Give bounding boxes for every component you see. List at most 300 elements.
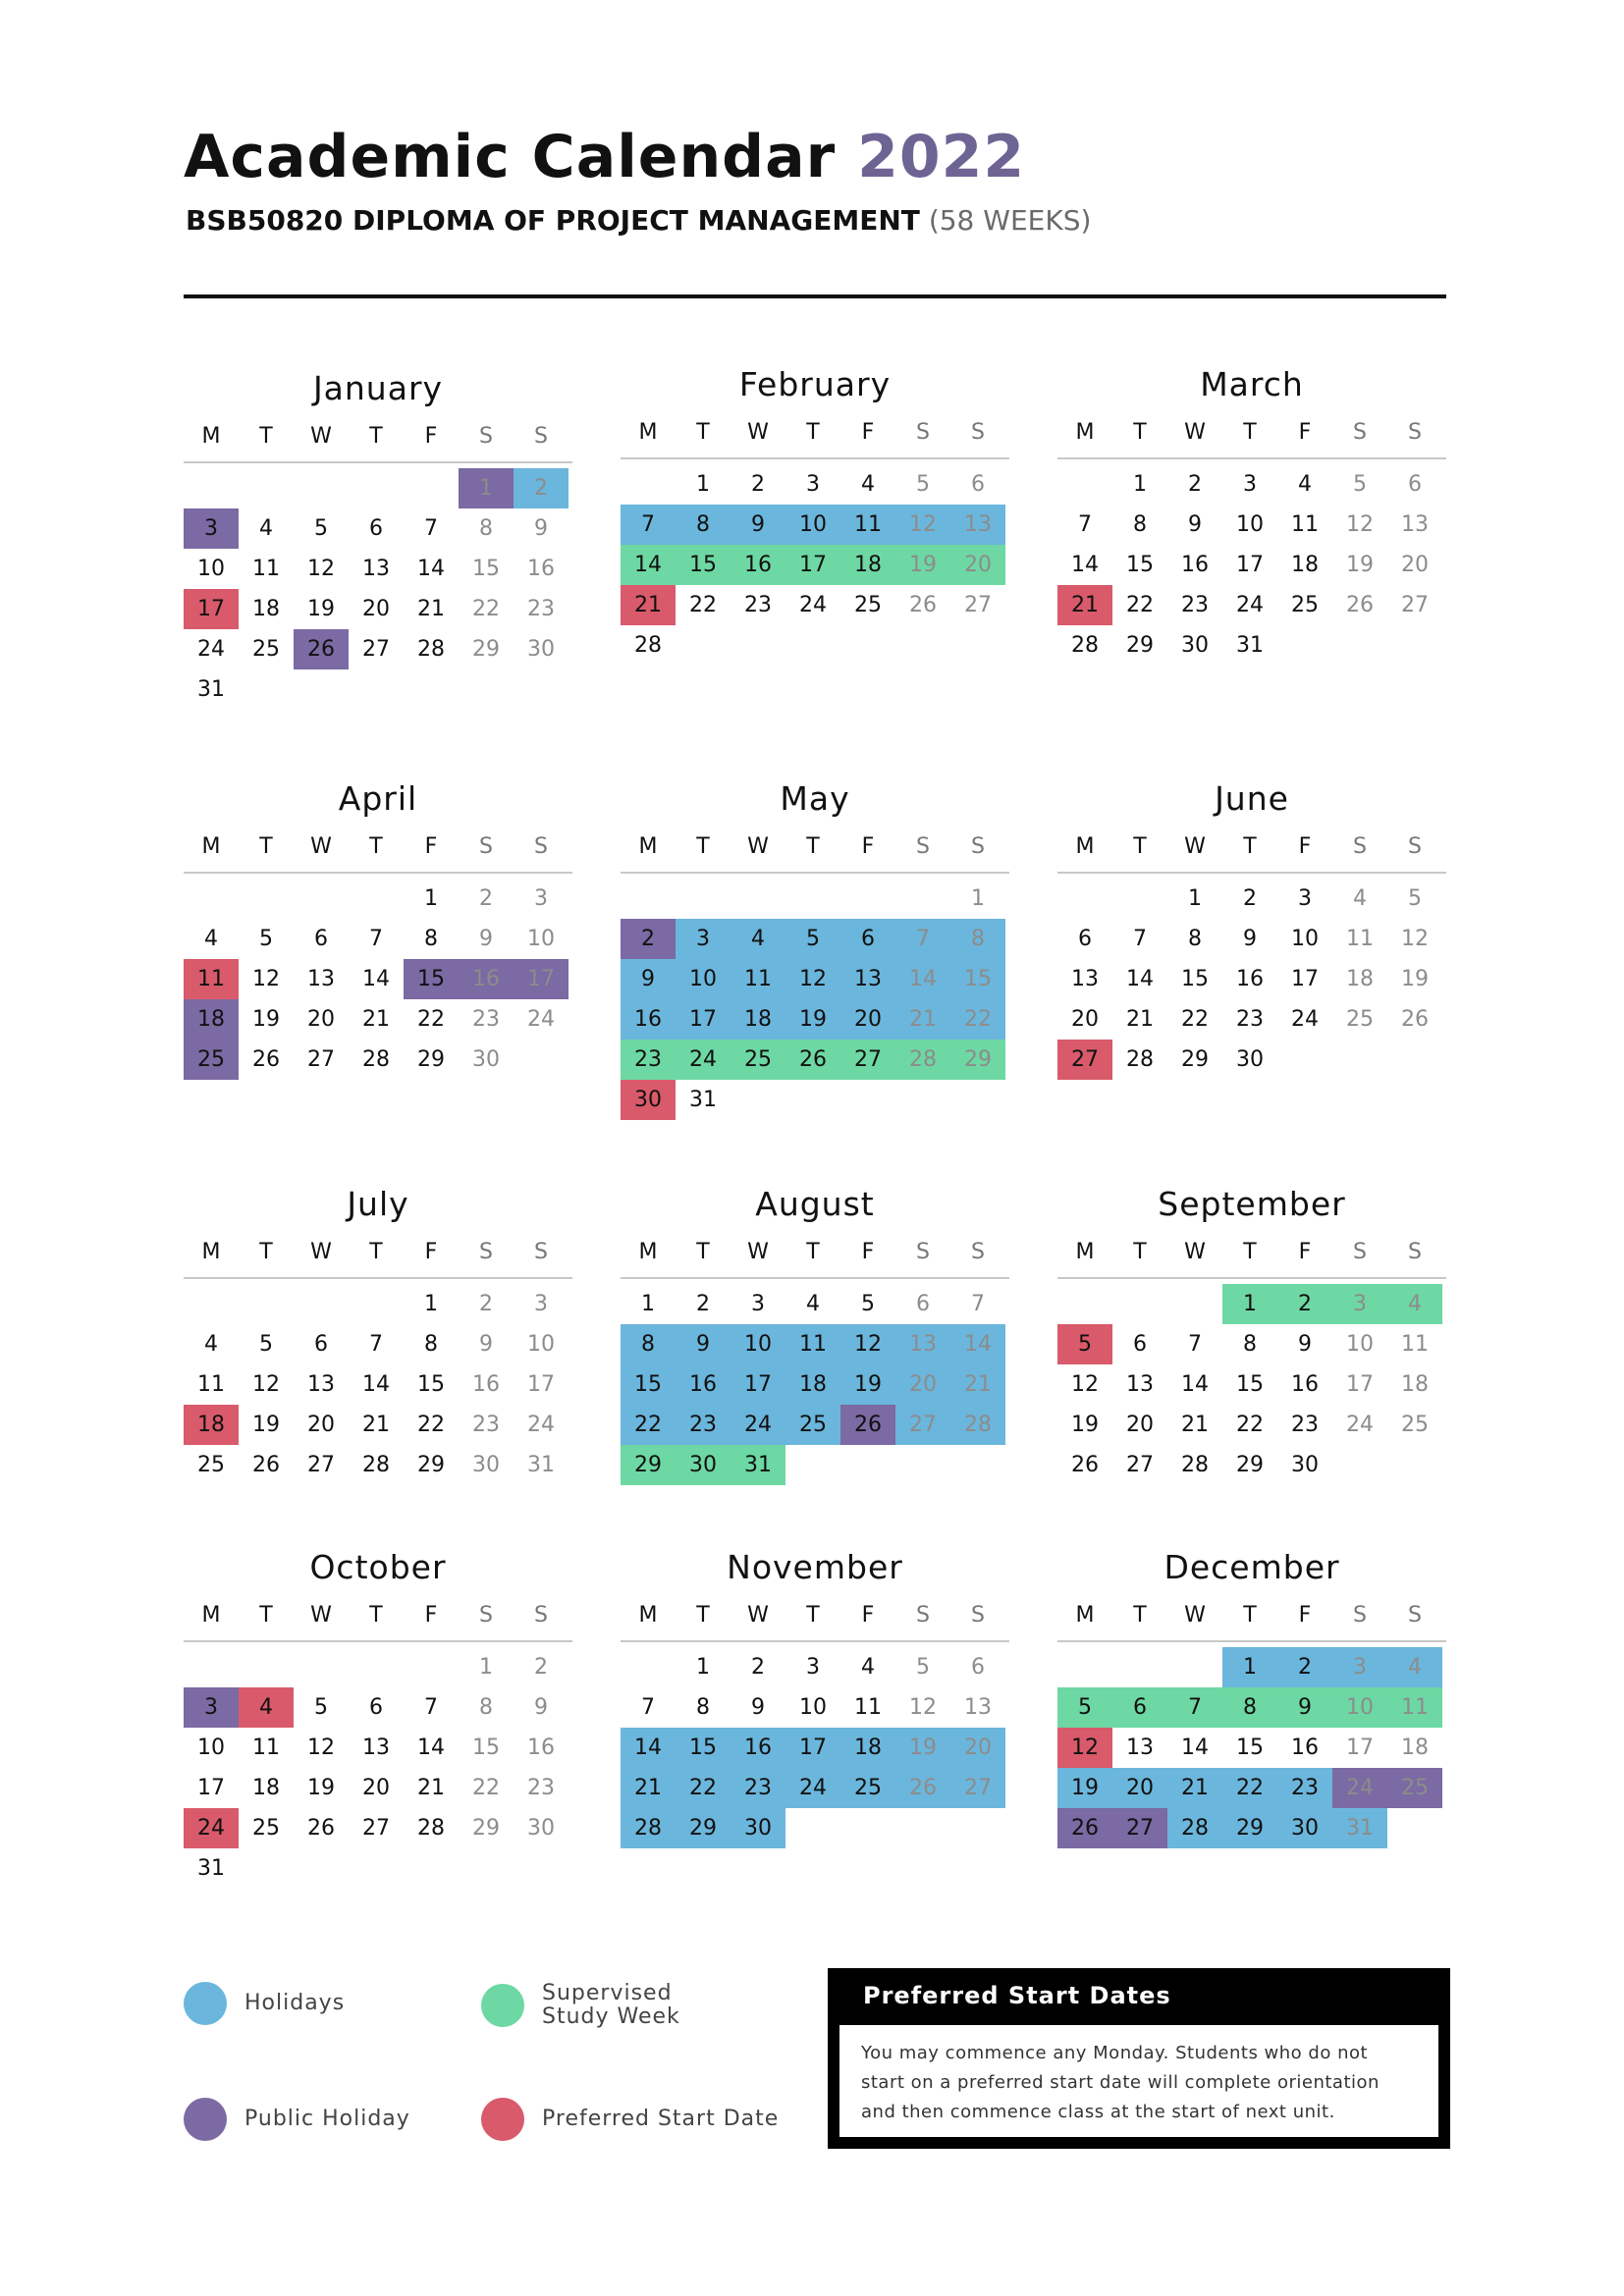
month-november (621, 1544, 1009, 1848)
day-cell: 5 (259, 1332, 273, 1357)
day-cell: 4 (731, 919, 785, 959)
holiday-swatch (184, 1982, 227, 2025)
day-cell: 28 (362, 1047, 390, 1072)
day-cell: 25 (1346, 1007, 1374, 1032)
day-cell: 24 (527, 1413, 555, 1437)
day-cell: 7 (369, 927, 383, 951)
day-cell: 29 (950, 1040, 1005, 1080)
day-cell: 28 (362, 1453, 390, 1477)
day-cell: 15 (472, 557, 500, 581)
day-cell: 5 (785, 919, 840, 959)
day-cell: 20 (950, 545, 1005, 585)
weekday-label: T (696, 834, 710, 859)
weekday-label: F (1298, 420, 1312, 445)
day-cell: 14 (1126, 967, 1154, 991)
weekday-label: F (861, 1240, 875, 1264)
empty-cell (404, 468, 459, 508)
day-cell: 25 (854, 593, 882, 617)
day-cell: 12 (895, 505, 950, 545)
day-cell: 17 (514, 959, 568, 999)
day-cell: 5 (1057, 1687, 1112, 1728)
day-cell: 4 (806, 1292, 820, 1316)
day-cell: 18 (1291, 553, 1319, 577)
day-cell: 4 (861, 472, 875, 497)
weekday-label: T (259, 1240, 273, 1264)
day-cell: 15 (1236, 1372, 1264, 1397)
weekday-label: S (971, 1240, 985, 1264)
day-cell: 1 (424, 886, 438, 911)
day-cell: 26 (909, 593, 937, 617)
day-cell: 2 (751, 1655, 765, 1680)
day-cell: 15 (472, 1735, 500, 1760)
day-cell: 1 (696, 1655, 710, 1680)
day-cell: 22 (1222, 1768, 1277, 1808)
day-cell: 16 (731, 545, 785, 585)
day-cell: 25 (840, 1768, 895, 1808)
day-cell: 26 (252, 1453, 280, 1477)
weekday-label: M (638, 420, 658, 445)
day-cell: 19 (252, 1007, 280, 1032)
month-name: April (338, 779, 418, 818)
day-cell: 22 (472, 1776, 500, 1800)
day-cell: 30 (472, 1047, 500, 1072)
weekday-label: S (1353, 1240, 1367, 1264)
day-cell: 3 (1332, 1647, 1387, 1687)
day-cell: 15 (404, 959, 459, 999)
day-cell: 30 (1236, 1047, 1264, 1072)
day-cell: 17 (527, 1372, 555, 1397)
weekday-label: M (1075, 834, 1095, 859)
day-cell: 18 (840, 545, 895, 585)
day-cell: 14 (417, 557, 445, 581)
day-cell: 4 (1387, 1284, 1442, 1324)
day-cell: 24 (1332, 1768, 1387, 1808)
day-cell: 26 (1071, 1453, 1099, 1477)
day-cell: 14 (417, 1735, 445, 1760)
empty-cell (621, 464, 676, 505)
day-cell: 1 (641, 1292, 655, 1316)
day-cell: 6 (916, 1292, 930, 1316)
day-cell: 15 (621, 1364, 676, 1405)
day-cell: 23 (1277, 1768, 1332, 1808)
day-cell: 8 (479, 1695, 493, 1720)
day-cell: 12 (785, 959, 840, 999)
day-cell: 13 (1126, 1735, 1154, 1760)
day-cell: 4 (204, 927, 218, 951)
weekday-header-row (621, 408, 1009, 459)
day-cell: 2 (1243, 886, 1257, 911)
day-cell: 28 (1126, 1047, 1154, 1072)
empty-cell (1057, 879, 1112, 919)
weekday-label: W (747, 420, 769, 445)
empty-cell (349, 1284, 404, 1324)
day-cell: 18 (252, 1776, 280, 1800)
day-cell: 28 (621, 1808, 676, 1848)
weekday-label: T (369, 834, 383, 859)
weekday-label: T (369, 1240, 383, 1264)
weekday-label: M (1075, 1240, 1095, 1264)
legend-line: Supervised (542, 1981, 673, 2005)
weekday-label: W (310, 834, 332, 859)
day-cell: 24 (799, 593, 827, 617)
month-name: July (347, 1185, 409, 1223)
day-cell: 6 (971, 472, 985, 497)
day-cell: 9 (751, 1695, 765, 1720)
weekday-label: F (861, 834, 875, 859)
empty-cell (294, 1284, 349, 1324)
month-name: June (1215, 779, 1289, 818)
day-cell: 24 (1346, 1413, 1374, 1437)
day-cell: 2 (1277, 1284, 1332, 1324)
weekday-label: S (971, 420, 985, 445)
day-cell: 24 (1291, 1007, 1319, 1032)
day-cell: 28 (895, 1040, 950, 1080)
empty-cell (621, 879, 676, 919)
day-cell: 25 (785, 1405, 840, 1445)
month-february (621, 361, 1009, 666)
weekday-label: S (1353, 1603, 1367, 1628)
day-cell: 3 (1243, 472, 1257, 497)
weekday-label: W (1184, 1603, 1206, 1628)
weekday-label: F (861, 1603, 875, 1628)
day-cell: 1 (1188, 886, 1202, 911)
empty-cell (1112, 1284, 1167, 1324)
day-cell: 28 (1167, 1808, 1222, 1848)
day-cell: 21 (417, 1776, 445, 1800)
day-cell: 13 (362, 1735, 390, 1760)
weekday-label: S (534, 834, 548, 859)
day-cell: 14 (1071, 553, 1099, 577)
day-cell: 18 (252, 597, 280, 621)
day-cell: 22 (950, 999, 1005, 1040)
day-cell: 14 (362, 1372, 390, 1397)
day-cell: 11 (1387, 1687, 1442, 1728)
day-cell: 1 (479, 1655, 493, 1680)
weekday-label: S (479, 834, 493, 859)
weekday-header-row (184, 412, 572, 463)
empty-cell (294, 1647, 349, 1687)
day-cell: 11 (785, 1324, 840, 1364)
empty-cell (621, 1647, 676, 1687)
day-cell: 2 (1277, 1647, 1332, 1687)
day-cell: 1 (459, 468, 514, 508)
day-cell: 8 (1243, 1332, 1257, 1357)
day-cell: 8 (479, 516, 493, 541)
day-cell: 15 (417, 1372, 445, 1397)
day-cell: 11 (252, 557, 280, 581)
day-cell: 21 (417, 597, 445, 621)
day-cell: 15 (1126, 553, 1154, 577)
month-august (621, 1181, 1009, 1485)
day-cell: 25 (252, 1816, 280, 1841)
day-cell: 11 (854, 1695, 882, 1720)
day-cell: 20 (840, 999, 895, 1040)
weekday-header-row (184, 1228, 572, 1279)
day-grid (621, 459, 1009, 666)
day-cell: 14 (895, 959, 950, 999)
day-cell: 6 (369, 1695, 383, 1720)
day-cell: 28 (634, 633, 662, 658)
weekday-label: M (201, 424, 221, 449)
day-cell: 3 (751, 1292, 765, 1316)
day-cell: 9 (534, 516, 548, 541)
empty-cell (1112, 879, 1167, 919)
weekday-label: F (424, 834, 438, 859)
empty-cell (731, 879, 785, 919)
day-cell: 9 (479, 1332, 493, 1357)
day-cell: 9 (1277, 1687, 1332, 1728)
day-cell: 17 (1236, 553, 1264, 577)
day-cell: 23 (527, 597, 555, 621)
empty-cell (349, 1647, 404, 1687)
day-cell: 10 (527, 1332, 555, 1357)
empty-cell (239, 879, 294, 919)
day-cell: 15 (676, 1728, 731, 1768)
empty-cell (404, 1647, 459, 1687)
month-name: May (780, 779, 850, 818)
title-year: 2022 (857, 123, 1026, 191)
day-cell: 26 (294, 629, 349, 669)
day-cell: 21 (362, 1007, 390, 1032)
day-cell: 27 (950, 1768, 1005, 1808)
supervised-swatch (481, 1984, 524, 2027)
empty-cell (1057, 464, 1112, 505)
day-cell: 21 (895, 999, 950, 1040)
legend-public-holiday (184, 2098, 410, 2141)
weekday-label: T (259, 424, 273, 449)
day-cell: 20 (1112, 1768, 1167, 1808)
day-cell: 26 (895, 1768, 950, 1808)
day-cell: 25 (197, 1453, 225, 1477)
day-cell: 3 (1298, 886, 1312, 911)
day-cell: 7 (641, 1695, 655, 1720)
day-cell: 13 (950, 505, 1005, 545)
day-cell: 16 (676, 1364, 731, 1405)
weekday-label: S (916, 1603, 930, 1628)
day-cell: 7 (1188, 1332, 1202, 1357)
day-cell: 13 (1126, 1372, 1154, 1397)
day-cell: 19 (307, 597, 335, 621)
day-cell: 8 (1188, 927, 1202, 951)
month-name: August (755, 1185, 875, 1223)
page-title (184, 122, 1025, 192)
weekday-label: W (1184, 1240, 1206, 1264)
day-cell: 27 (1126, 1453, 1154, 1477)
empty-cell (895, 879, 950, 919)
day-cell: 8 (676, 505, 731, 545)
weekday-label: T (1133, 834, 1147, 859)
day-cell: 14 (621, 545, 676, 585)
weekday-label: F (1298, 834, 1312, 859)
day-cell: 8 (621, 1324, 676, 1364)
empty-cell (239, 1647, 294, 1687)
day-cell: 11 (1291, 512, 1319, 537)
day-cell: 6 (971, 1655, 985, 1680)
day-cell: 5 (916, 1655, 930, 1680)
day-cell: 6 (1112, 1687, 1167, 1728)
day-cell: 2 (479, 886, 493, 911)
empty-cell (349, 468, 404, 508)
day-cell: 21 (1167, 1768, 1222, 1808)
day-cell: 24 (197, 637, 225, 662)
day-cell: 13 (840, 959, 895, 999)
day-cell: 3 (1332, 1284, 1387, 1324)
day-cell: 22 (472, 597, 500, 621)
day-cell: 21 (1057, 585, 1112, 625)
day-cell: 18 (840, 1728, 895, 1768)
month-december (1057, 1544, 1446, 1848)
legend-supervised (481, 1982, 680, 2029)
day-cell: 25 (731, 1040, 785, 1080)
day-cell: 5 (1353, 472, 1367, 497)
day-cell: 31 (197, 1856, 225, 1881)
weekday-label: W (310, 1240, 332, 1264)
day-cell: 27 (1112, 1808, 1167, 1848)
day-cell: 25 (252, 637, 280, 662)
public-holiday-swatch (184, 2098, 227, 2141)
day-cell: 6 (314, 1332, 328, 1357)
day-cell: 9 (534, 1695, 548, 1720)
day-cell: 7 (369, 1332, 383, 1357)
weekday-label: F (424, 1240, 438, 1264)
day-cell: 16 (1181, 553, 1209, 577)
day-cell: 26 (252, 1047, 280, 1072)
day-cell: 24 (785, 1768, 840, 1808)
weekday-label: M (638, 1240, 658, 1264)
weekday-label: S (479, 1240, 493, 1264)
day-cell: 23 (527, 1776, 555, 1800)
day-cell: 24 (731, 1405, 785, 1445)
day-cell: 31 (527, 1453, 555, 1477)
day-cell: 11 (252, 1735, 280, 1760)
weekday-label: F (1298, 1603, 1312, 1628)
day-grid (1057, 1279, 1446, 1485)
day-cell: 19 (785, 999, 840, 1040)
day-cell: 12 (1071, 1372, 1099, 1397)
day-cell: 21 (1126, 1007, 1154, 1032)
weekday-label: W (747, 1603, 769, 1628)
day-cell: 8 (696, 1695, 710, 1720)
day-cell: 30 (621, 1080, 676, 1120)
program-name: BSB50820 DIPLOMA OF PROJECT MANAGEMENT (186, 204, 920, 237)
day-cell: 26 (1057, 1808, 1112, 1848)
empty-cell (184, 1647, 239, 1687)
day-cell: 12 (1346, 512, 1374, 537)
month-name: September (1158, 1185, 1346, 1223)
day-cell: 18 (1346, 967, 1374, 991)
day-cell: 29 (1236, 1453, 1264, 1477)
empty-cell (239, 1284, 294, 1324)
day-cell: 4 (861, 1655, 875, 1680)
day-cell: 18 (785, 1364, 840, 1405)
day-cell: 29 (1222, 1808, 1277, 1848)
day-cell: 18 (184, 1405, 239, 1445)
day-cell: 27 (307, 1047, 335, 1072)
weekday-label: T (806, 420, 820, 445)
day-cell: 13 (1071, 967, 1099, 991)
day-cell: 7 (424, 516, 438, 541)
empty-cell (1167, 1647, 1222, 1687)
weekday-label: F (424, 424, 438, 449)
day-cell: 13 (895, 1324, 950, 1364)
day-cell: 16 (621, 999, 676, 1040)
weekday-label: T (806, 834, 820, 859)
day-cell: 6 (314, 927, 328, 951)
day-cell: 17 (1346, 1372, 1374, 1397)
empty-cell (294, 468, 349, 508)
legend-line: Study Week (542, 2004, 680, 2029)
day-cell: 2 (479, 1292, 493, 1316)
day-cell: 21 (621, 1768, 676, 1808)
empty-cell (676, 879, 731, 919)
day-cell: 27 (362, 1816, 390, 1841)
day-cell: 24 (184, 1808, 239, 1848)
weekday-header-row (184, 1591, 572, 1642)
day-grid (621, 874, 1009, 1120)
day-cell: 10 (1332, 1687, 1387, 1728)
day-cell: 23 (676, 1405, 731, 1445)
day-cell: 7 (621, 505, 676, 545)
box-title: Preferred Start Dates (863, 1982, 1171, 2009)
day-grid (184, 1642, 572, 1889)
day-cell: 22 (1181, 1007, 1209, 1032)
day-cell: 8 (1133, 512, 1147, 537)
day-cell: 5 (861, 1292, 875, 1316)
day-cell: 8 (424, 927, 438, 951)
day-cell: 3 (806, 472, 820, 497)
weekday-label: S (1408, 1603, 1422, 1628)
day-cell: 2 (534, 1655, 548, 1680)
day-cell: 31 (1236, 633, 1264, 658)
day-cell: 10 (785, 505, 840, 545)
day-cell: 16 (1291, 1372, 1319, 1397)
day-cell: 3 (184, 508, 239, 549)
weekday-label: S (971, 1603, 985, 1628)
day-cell: 11 (197, 1372, 225, 1397)
day-cell: 18 (1401, 1735, 1429, 1760)
day-cell: 20 (1401, 553, 1429, 577)
weekday-label: T (1243, 834, 1257, 859)
day-cell: 16 (731, 1728, 785, 1768)
weekday-header-row (1057, 823, 1446, 874)
weekday-label: S (916, 420, 930, 445)
weekday-label: T (1243, 420, 1257, 445)
weekday-label: T (806, 1240, 820, 1264)
day-cell: 18 (184, 999, 239, 1040)
box-text: You may commence any Monday. Students who do not start on a preferred start date will complete orientation and then commence class at the start of next unit. (839, 2025, 1438, 2137)
day-cell: 20 (307, 1413, 335, 1437)
weekday-label: S (916, 834, 930, 859)
weekday-label: T (369, 424, 383, 449)
day-cell: 22 (1236, 1413, 1264, 1437)
day-grid (1057, 1642, 1446, 1848)
weekday-label: W (310, 1603, 332, 1628)
weekday-label: T (696, 1240, 710, 1264)
empty-cell (294, 879, 349, 919)
weekday-label: T (696, 1603, 710, 1628)
day-cell: 26 (307, 1816, 335, 1841)
day-cell: 4 (1387, 1647, 1442, 1687)
day-cell: 1 (1133, 472, 1147, 497)
day-cell: 22 (621, 1405, 676, 1445)
day-cell: 7 (424, 1695, 438, 1720)
month-july (184, 1181, 572, 1485)
weekday-label: W (1184, 834, 1206, 859)
weekday-label: T (1133, 1603, 1147, 1628)
weekday-label: S (1353, 834, 1367, 859)
empty-cell (239, 468, 294, 508)
legend-label: Public Holiday (244, 2107, 410, 2131)
